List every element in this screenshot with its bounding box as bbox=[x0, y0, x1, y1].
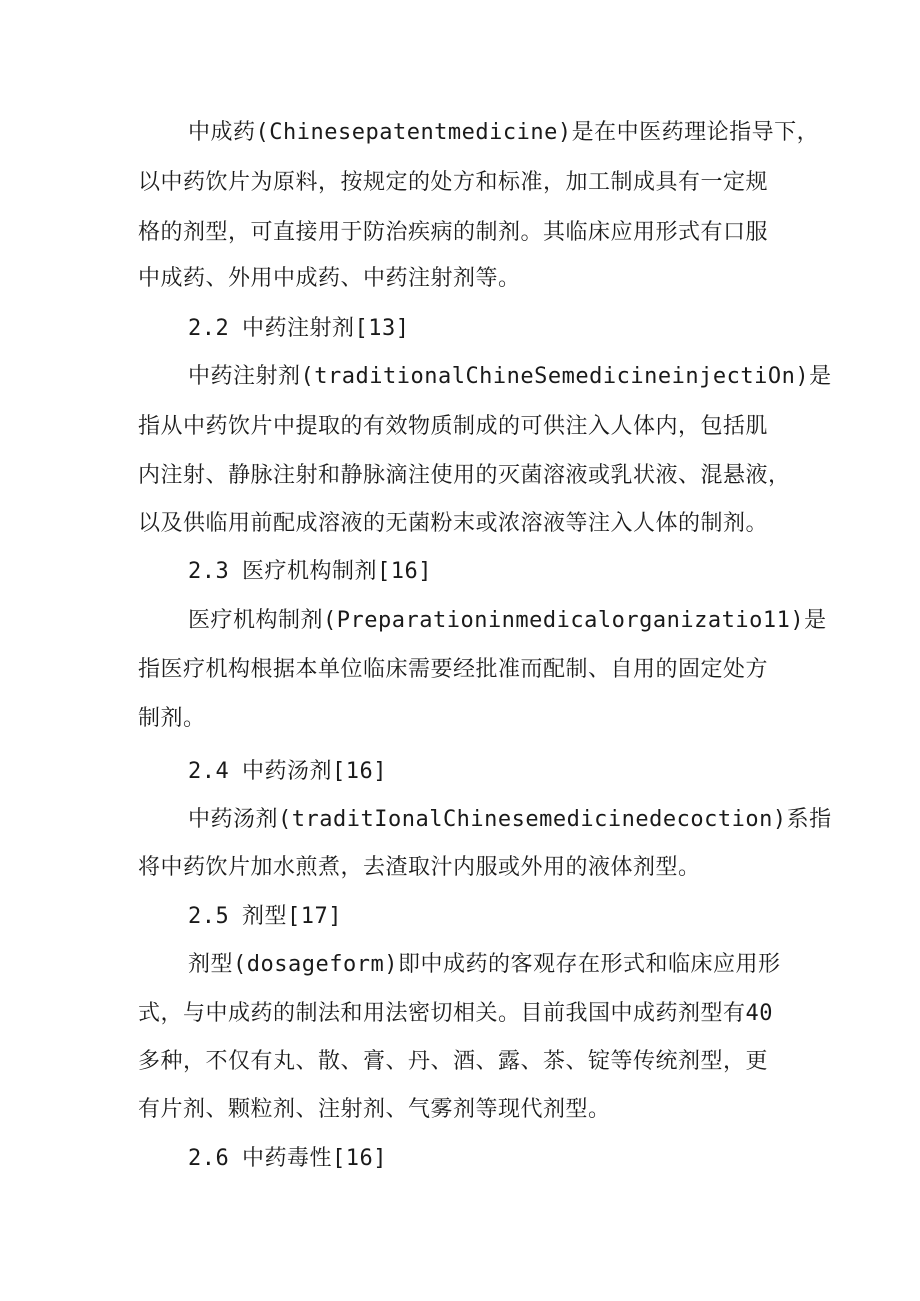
section-title: 中药注射剂[13] bbox=[242, 316, 410, 341]
paragraph-line: 中药注射剂(traditionalChineSemedicineinjectiOn)是 bbox=[188, 364, 832, 389]
paragraph-line: 内注射、静脉注射和静脉滴注使用的灭菌溶液或乳状液、混悬液， bbox=[138, 463, 791, 488]
section-number: 2.2 bbox=[188, 316, 230, 341]
section-heading-2-2 bbox=[188, 314, 409, 344]
paragraph-line: 指医疗机构根据本单位临床需要经批准而配制、自用的固定处方 bbox=[138, 657, 769, 682]
paragraph-line: 指从中药饮片中提取的有效物质制成的可供注入人体内，包括肌 bbox=[138, 414, 769, 439]
section-heading-2-4 bbox=[188, 757, 387, 787]
section-title: 医疗机构制剂[16] bbox=[242, 559, 432, 584]
paragraph-line: 中成药、外用中成药、中药注射剂等。 bbox=[138, 266, 521, 291]
paragraph-line: 中药汤剂(traditIonalChinesemedicinedecoction)系指 bbox=[188, 807, 832, 832]
section-heading-2-6 bbox=[188, 1144, 387, 1174]
section-number: 2.5 bbox=[188, 904, 230, 929]
paragraph-line: 有片剂、颗粒剂、注射剂、气雾剂等现代剂型。 bbox=[138, 1097, 611, 1122]
paragraph-line: 剂型(dosageform)即中成药的客观存在形式和临床应用形 bbox=[188, 952, 781, 977]
section-title: 剂型[17] bbox=[242, 904, 342, 929]
section-number: 2.3 bbox=[188, 559, 230, 584]
paragraph-line: 制剂。 bbox=[138, 706, 206, 731]
paragraph-line: 以中药饮片为原料，按规定的处方和标准，加工制成具有一定规 bbox=[138, 170, 769, 195]
paragraph-line: 将中药饮片加水煎煮，去渣取汁内服或外用的液体剂型。 bbox=[138, 855, 701, 880]
paragraph-line: 中成药(Chinesepatentmedicine)是在中医药理论指导下， bbox=[188, 120, 820, 145]
paragraph-line: 多种，不仅有丸、散、膏、丹、酒、露、茶、锭等传统剂型，更 bbox=[138, 1049, 769, 1074]
section-number: 2.4 bbox=[188, 759, 230, 784]
section-number: 2.6 bbox=[188, 1146, 230, 1171]
paragraph-line: 医疗机构制剂(Preparationinmedicalorganizatio11)是 bbox=[188, 608, 827, 633]
section-title: 中药毒性[16] bbox=[242, 1146, 387, 1171]
section-heading-2-3 bbox=[188, 557, 432, 587]
section-title: 中药汤剂[16] bbox=[242, 759, 387, 784]
paragraph-line: 格的剂型，可直接用于防治疾病的制剂。其临床应用形式有口服 bbox=[138, 220, 769, 245]
paragraph-line: 式，与中成药的制法和用法密切相关。目前我国中成药剂型有40 bbox=[138, 1001, 773, 1026]
section-heading-2-5 bbox=[188, 902, 342, 932]
paragraph-line: 以及供临用前配成溶液的无菌粉末或浓溶液等注入人体的制剂。 bbox=[138, 511, 769, 536]
